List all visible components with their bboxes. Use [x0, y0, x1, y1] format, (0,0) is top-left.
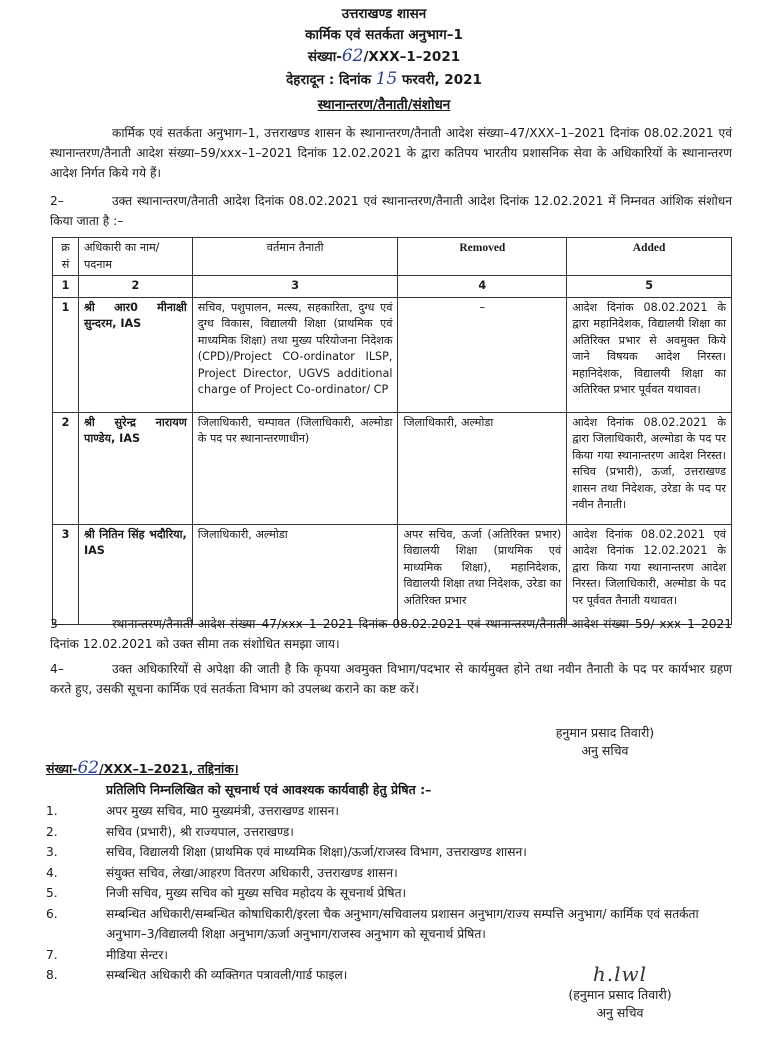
copy-ref-prefix: संख्या- [46, 761, 78, 776]
item-number: 1. [46, 804, 58, 818]
copy-ref-suffix: /XXX–1–2021, तद्दिनांक। [99, 761, 239, 776]
officer-name: श्री आर0 मीनाक्षी सुन्दरम, IAS [78, 297, 192, 412]
added-posting: आदेश दिनांक 08.02.2021 के द्वारा महानिदेशक, विद्यालयी शिक्षा का अतिरिक्त प्रभार से अवमुक्त किये जाने विषयक आदेश निरस्त। महानिदेशक, विद्यालयी शिक्षा का अतिरिक्त प्रभार पूर्ववत यथावत। [567, 297, 732, 412]
department-heading: कार्मिक एवं सतर्कता अनुभाग–1 [305, 27, 463, 43]
column-number: 2 [78, 276, 192, 298]
signature-block-1 [520, 724, 690, 760]
item-text: अपर मुख्य सचिव, मा0 मुख्यमंत्री, उत्तराखण्ड शासन। [106, 804, 340, 818]
table-header-row [53, 238, 732, 276]
handwritten-copy-number: 62 [77, 758, 100, 778]
date-prefix: देहरादून : दिनांक [286, 72, 371, 88]
table-row [53, 412, 732, 524]
list-item [46, 863, 736, 884]
header-serial: क्र सं [53, 238, 79, 276]
signature-block-2 [540, 962, 700, 1022]
added-posting: आदेश दिनांक 08.02.2021 के द्वारा जिलाधिकारी, अल्मोडा के पद पर किया गया स्थानान्तरण आदेश निरस्त। सचिव (प्रभारी), ऊर्जा, उत्तराखण्ड शासन तथा निदेशक, उरेडा के पद पर नवीन तैनाती। [567, 412, 732, 524]
current-posting: सचिव, पशुपालन, मत्स्य, सहकारिता, दुग्ध एवं दुग्ध विकास, विद्यालयी शिक्षा (प्राथमिक एवं माध्यमिक शिक्षा) तथा मुख्य परियोजना निदेशक (CPD)/Project CO-ordinator ILSP, Project Director, UGVS additional charge of Project Co-ordinator/ CP [192, 297, 398, 412]
column-number: 4 [398, 276, 567, 298]
table-row [53, 524, 732, 624]
item-number: 4. [46, 865, 58, 880]
signatory-designation: अनु सचिव [581, 743, 629, 758]
item-number: 6. [46, 906, 58, 921]
subject-line: स्थानान्तरण/तैनाती/संशोधन [317, 97, 451, 113]
order-number-suffix: /XXX–1–2021 [363, 49, 461, 65]
officer-name: श्री सुरेन्द्र नारायण पाण्डेय, IAS [78, 412, 192, 524]
column-number: 3 [192, 276, 398, 298]
current-posting: जिलाधिकारी, अल्मोडा [192, 524, 398, 624]
paragraph-4-number: 4– [50, 662, 64, 676]
added-posting: आदेश दिनांक 08.02.2021 एवं आदेश दिनांक 12.02.2021 के द्वारा किया गया स्थानान्तरण आदेश निरस्त। जिलाधिकारी, अल्मोडा के पद पर पूर्ववत तैनाती यथावत। [567, 524, 732, 624]
removed-posting: – [398, 297, 567, 412]
order-date [0, 69, 768, 90]
signatory-designation: अनु सचिव [596, 1005, 644, 1020]
item-number: 8. [46, 968, 58, 982]
row-serial: 1 [53, 297, 79, 412]
item-number: 5. [46, 886, 58, 900]
removed-posting: जिलाधिकारी, अल्मोडा [398, 412, 567, 524]
date-suffix: फरवरी, 2021 [402, 72, 482, 88]
item-text: निजी सचिव, मुख्य सचिव को मुख्य सचिव महोदय के सूचनार्थ प्रेषित। [106, 886, 407, 900]
column-number: 1 [53, 276, 79, 298]
handwritten-signature: h.lwl [592, 962, 648, 986]
current-posting: जिलाधिकारी, चम्पावत (जिलाधिकारी, अल्मोडा के पद पर स्थानान्तरणाधीन) [192, 412, 398, 524]
paragraph-3-number: 3– [50, 617, 64, 631]
paragraph-3-text: स्थानान्तरण/तैनाती आदेश संख्या–47/xxx–1–2021 दिनांक 08.02.2021 एवं स्थानान्तरण/तैनाती आदेश संख्या–59/ xxx–1–2021 दिनांक 12.02.2021 को उक्त सीमा तक संशोधित समझा जाय। [50, 617, 732, 651]
item-text: सम्बन्धित अधिकारी/सम्बन्धित कोषाधिकारी/इरला चैक अनुभाग/सचिवालय प्रशासन अनुभाग/राज्य सम्पत्ति अनुभाग/ कार्मिक एवं सतर्कता अनुभाग–3/विद्यालयी शिक्षा अनुभाग/ऊर्जा अनुभाग/राजस्व अनुभाग को सूचनार्थ प्रेषित। [106, 906, 699, 941]
list-item [46, 822, 736, 843]
list-item [46, 904, 736, 945]
copy-reference [46, 758, 239, 779]
column-number: 5 [567, 276, 732, 298]
item-text: सम्बन्धित अधिकारी की व्यक्तिगत पत्रावली/गार्ड फाइल। [106, 968, 348, 982]
table-column-number-row [53, 276, 732, 298]
item-text: संयुक्त सचिव, लेखा/आहरण वितरण अधिकारी, उत्तराखण्ड शासन। [106, 865, 398, 880]
item-number: 3. [46, 845, 58, 859]
header-current-posting: वर्तमान तैनाती [192, 238, 398, 276]
removed-posting: अपर सचिव, ऊर्जा (अतिरिक्त प्रभार) विद्यालयी शिक्षा (प्राथमिक एवं माध्यमिक शिक्षा), महानिदेशक, विद्यालयी शिक्षा तथा निदेशक, उरेडा का अतिरिक्त प्रभार [398, 524, 567, 624]
paragraph-2 [50, 191, 732, 231]
row-serial: 3 [53, 524, 79, 624]
item-text: सचिव (प्रभारी), श्री राज्यपाल, उत्तराखण्ड। [106, 824, 294, 839]
paragraph-4-text: उक्त अधिकारियों से अपेक्षा की जाती है कि कृपया अवमुक्त विभाग/पदभार से कार्यमुक्त होने तथा नवीन तैनाती के पद पर कार्यभार ग्रहण करते हुए, उसकी सूचना कार्मिक एवं सतर्कता विभाग को उपलब्ध कराने का कष्ट करें। [50, 662, 732, 696]
paragraph-4 [50, 659, 732, 699]
copy-intro: प्रतिलिपि निम्नलिखित को सूचनार्थ एवं आवश्यक कार्यवाही हेतु प्रेषित :– [106, 782, 432, 797]
order-number-prefix: संख्या- [307, 49, 342, 65]
header-removed: Removed [398, 238, 567, 276]
header-officer-name: अधिकारी का नाम/ पदनाम [78, 238, 192, 276]
handwritten-order-number: 62 [341, 46, 364, 66]
header-added: Added [567, 238, 732, 276]
order-number [0, 46, 768, 67]
item-text: मीडिया सेन्टर। [106, 947, 169, 962]
paragraph-2-number: 2– [50, 194, 64, 208]
list-item [46, 883, 736, 904]
government-heading: उत्तराखण्ड शासन [341, 6, 427, 22]
paragraph-3 [50, 614, 732, 654]
paragraph-1: कार्मिक एवं सतर्कता अनुभाग–1, उत्तराखण्ड शासन के स्थानान्तरण/तैनाती आदेश संख्या–47/XXX–1–2021 दिनांक 08.02.2021 एवं स्थानान्तरण/तैनाती आदेश संख्या–59/xxx–1–2021 दिनांक 12.02.2021 के द्वारा कतिपय भारतीय प्रशासनिक सेवा के अधिकारियों के स्थानान्तरण आदेश निर्गत किये गये हैं। [50, 126, 732, 180]
list-item [46, 801, 736, 822]
signatory-name: हनुमान प्रसाद तिवारी) [555, 725, 655, 740]
table-row [53, 297, 732, 412]
amendment-table [52, 237, 732, 625]
paragraph-2-text: उक्त स्थानान्तरण/तैनाती आदेश दिनांक 08.02.2021 एवं स्थानान्तरण/तैनाती आदेश दिनांक 12.02.2021 में निम्नवत आंशिक संशोधन किया जाता है :– [50, 194, 732, 228]
item-number: 7. [46, 947, 58, 962]
item-text: सचिव, विद्यालयी शिक्षा (प्राथमिक एवं माध्यमिक शिक्षा)/ऊर्जा/राजस्व विभाग, उत्तराखण्ड शासन। [106, 845, 527, 859]
list-item [46, 842, 736, 863]
item-number: 2. [46, 824, 58, 839]
officer-name: श्री नितिन सिंह भदौरिया, IAS [78, 524, 192, 624]
handwritten-date: 15 [375, 69, 398, 89]
signatory-name: (हनुमान प्रसाद तिवारी) [568, 987, 672, 1002]
copy-recipient-list [46, 801, 736, 986]
row-serial: 2 [53, 412, 79, 524]
